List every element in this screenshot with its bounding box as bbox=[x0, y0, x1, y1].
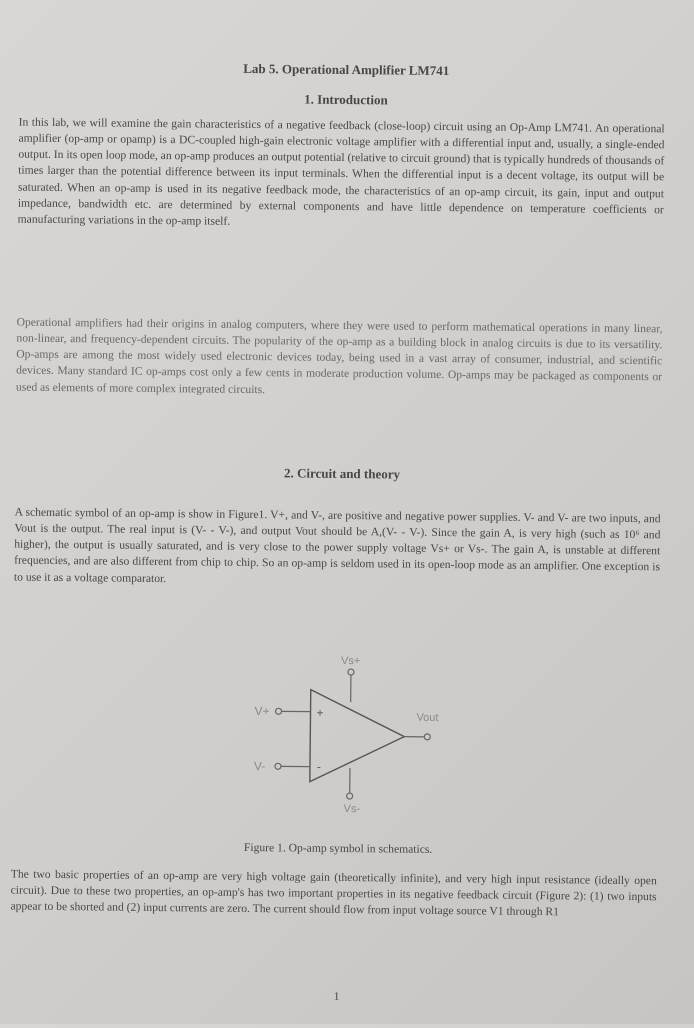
v-plus-label: V+ bbox=[254, 704, 269, 718]
intro-paragraph-2: Operational amplifiers had their origins in analog computers, where they were used to perform mathematical operations in many linear, non-linear, and frequency-dependent circuits. The popularity of the op-amp as a building block in analog circuits is due to its versatility. Op-amps are among the most widely used electronic devices today, being used in a vast array of consumer, industrial, and scientific devices. Many standard IC op-amps cost only a few cents in moderate production volume. Op-amps may be packaged as components or used as elements of more complex integrated circuits. bbox=[16, 314, 663, 402]
introduction-heading: 1. Introduction bbox=[0, 88, 693, 111]
theory-paragraph-1: A schematic symbol of an op-amp is show in Figure1. V+, and V-, are positive and negative power supplies. V- and V- are two inputs, and Vout is the output. The real input is (V- - V-), and output Vout should be A,(V- - V-). Since the gain A, is very high (such as 10⁶ and higher), the output is usually saturated, and is very close to the power supply voltage Vs+ or Vs-. The gain A, is unstable at different frequencies, and are also different from chip to chip. So an op-amp is seldom used in its open-loop mode as an amplifier. One exception is to use it as a voltage comparator. bbox=[14, 504, 661, 592]
vs-plus-label: Vs+ bbox=[341, 655, 360, 667]
vs-minus-terminal bbox=[347, 793, 353, 799]
op-amp-schematic bbox=[231, 649, 473, 822]
minus-sign: - bbox=[317, 760, 321, 774]
vs-plus-terminal bbox=[348, 669, 354, 675]
page-number: 1 bbox=[0, 986, 684, 1006]
vout-label: Vout bbox=[416, 712, 438, 724]
v-minus-terminal bbox=[275, 763, 281, 769]
circuit-theory-heading: 2. Circuit and theory bbox=[0, 462, 689, 485]
v-plus-terminal bbox=[276, 708, 282, 714]
plus-sign: + bbox=[316, 706, 323, 720]
theory-paragraph-2: The two basic properties of an op-amp are very high voltage gain (theoretically infinite), and very high input resistance (ideally open circuit). Due to these two properties, an op-amp's has two important properties in its negative feedback circuit (Figure 2): (1) two inputs appear to be shorted and (2) input currents are zero. The current should flow from input voltage source V1 through R1 bbox=[10, 866, 656, 922]
vs-minus-label: Vs- bbox=[343, 803, 360, 815]
v-minus-label: V- bbox=[254, 759, 265, 773]
document-title: Lab 5. Operational Amplifier LM741 bbox=[0, 58, 693, 81]
figure-1-caption: Figure 1. Op-amp symbol in schematics. bbox=[0, 838, 685, 858]
op-amp-triangle bbox=[310, 690, 405, 783]
intro-paragraph-1: In this lab, we will examine the gain characteristics of a negative feedback (close-loop) circuit using an Op-Amp LM741. An operational amplifier (op-amp or opamp) is a DC-coupled high-gain electronic voltage amplifier with a differential input and, usually, a single-ended output. In its open loop mode, an op-amp produces an output potential (relative to circuit ground) that is typically hundreds of thousands of times larger than the potential difference between its input terminals. When the differential input is a decent voltage, its output will be saturated. When an op-amp is used in its negative feedback mode, the characteristics of an op-amp circuit, its gain, input and output impedance, bandwidth etc. are determined by external components and have little dependence on temperature coefficients or manufacturing variations in the op-amp itself. bbox=[18, 114, 665, 235]
vout-terminal bbox=[424, 734, 430, 740]
